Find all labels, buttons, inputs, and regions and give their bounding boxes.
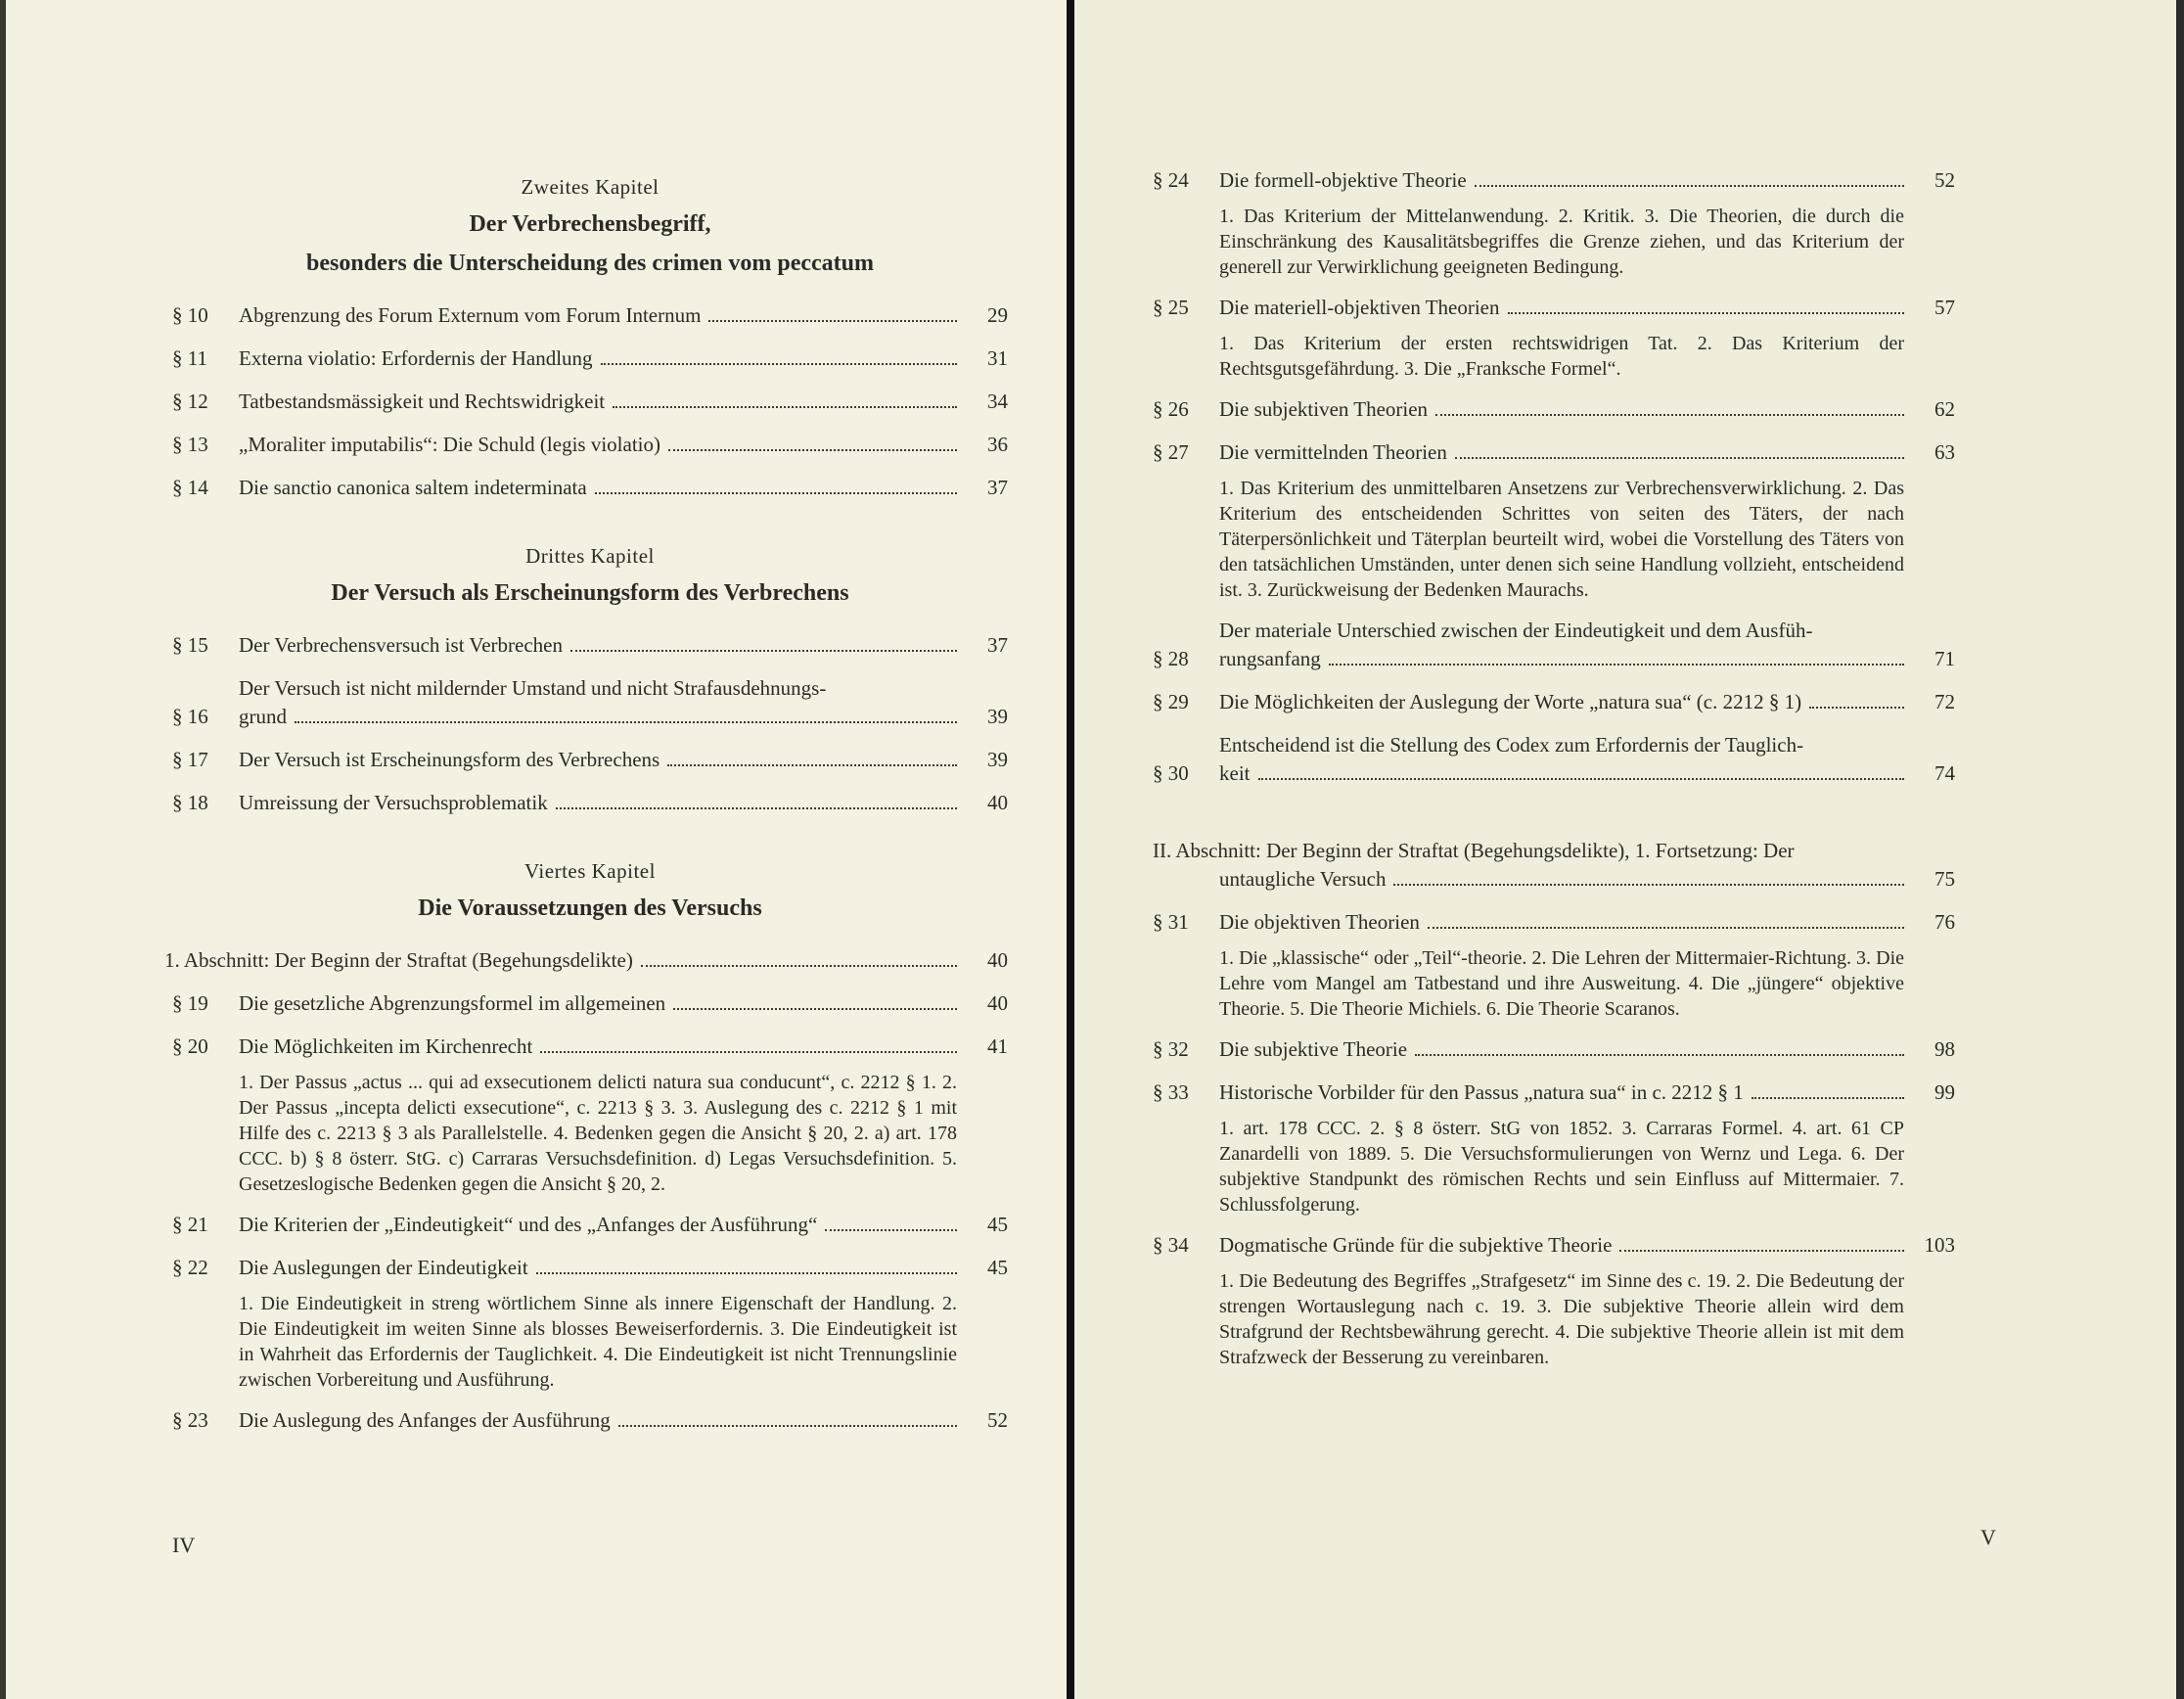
entry-title: Die subjektive Theorie	[1219, 1037, 1408, 1061]
entry-title: Die formell-objektive Theorie	[1219, 168, 1467, 192]
toc-entry-body	[239, 1406, 965, 1435]
toc-entry	[172, 301, 1008, 330]
section-number: § 22	[172, 1256, 208, 1279]
chapter-label: Drittes Kapitel	[525, 544, 655, 568]
entry-title: Die Auslegung des Anfanges der Ausführung	[239, 1408, 611, 1432]
leader-dots	[708, 320, 957, 322]
entry-title: Die gesetzliche Abgrenzungsformel im allgemeinen	[239, 991, 666, 1015]
chapter-label: Viertes Kapitel	[524, 859, 656, 883]
section-number: § 24	[1153, 168, 1189, 192]
page-number: 103	[1924, 1233, 1955, 1257]
leader-dots	[1435, 414, 1904, 416]
entry-subtopics: 1. Der Passus „actus ... qui ad exsecutionem delicti natura sua conducunt“, c. 2212 § 1. 2. Der Passus „incepta delicti exsecutione“, c. 2213 § 3. 3. Auslegung des c. 2212 § 1 mit Hilfe des c. 2213 § 3 als Parallelstelle. 4. Bedenken gegen die Ansicht § 20, 2. a) art. 178 CCC. b) § 8 österr. StG. c) Carraras Versuchsdefinition. d) Legas Versuchsdefinition. 5. Gesetzeslogische Bedenken gegen die Ansicht § 20, 2.	[239, 1072, 957, 1195]
page-number: 45	[987, 1213, 1008, 1236]
left-page	[0, 0, 1067, 1699]
toc-entry-body	[1219, 1079, 1912, 1107]
entry-title: Tatbestandsmässigkeit und Rechtswidrigkeit	[239, 390, 606, 413]
leader-dots	[1329, 664, 1904, 666]
entry-title: Der Verbrechensversuch ist Verbrechen	[239, 633, 564, 657]
leader-dots	[570, 650, 957, 652]
section-number: § 32	[1153, 1037, 1189, 1061]
leader-dots	[556, 807, 957, 809]
entry-title: Dogmatische Gründe für die subjektive Theorie	[1219, 1233, 1613, 1257]
leader-dots	[1393, 884, 1904, 886]
leader-dots	[825, 1229, 957, 1231]
section-number: § 13	[172, 433, 208, 456]
toc-entry	[172, 1211, 1008, 1239]
entry-title: Historische Vorbilder für den Passus „natura sua“ in c. 2212 § 1	[1219, 1080, 1744, 1104]
page-folio-left: IV	[172, 1533, 196, 1557]
section-title: II. Abschnitt: Der Beginn der Straftat (Begehungsdelikte), 1. Fortsetzung: Der	[1153, 839, 1795, 862]
entry-subtopics: 1. Das Kriterium der Mittelanwendung. 2. Kritik. 3. Die Theorien, die durch die Einschränkung des Kausalitätsbegriffes die Grenze ziehen, und das Kriterium der generell zur Verwirklichung geeigneten Bedingung.	[1219, 206, 1904, 278]
toc-entry-body	[164, 946, 965, 975]
section-number: § 15	[172, 633, 208, 657]
page-number: 76	[1934, 910, 1955, 934]
chapter-title: Die Voraussetzungen des Versuchs	[418, 895, 762, 921]
section-number: § 29	[1153, 690, 1189, 713]
section-number: § 16	[172, 705, 208, 728]
section-heading	[1153, 837, 1955, 894]
leader-dots	[1619, 1250, 1904, 1252]
section-number: § 14	[172, 476, 208, 499]
toc-entry	[1153, 731, 1955, 788]
chapter-heading	[172, 172, 1008, 280]
toc-entry	[172, 631, 1008, 660]
right-toc-column	[1153, 166, 1955, 1384]
page-number: 74	[1934, 761, 1955, 785]
leader-dots	[1258, 778, 1905, 780]
entry-subtopics: 1. art. 178 CCC. 2. § 8 österr. StG von 1852. 3. Carraras Formel. 4. art. 61 CP Zanardelli von 1889. 5. Die Versuchsformulierungen von Wernz und Lega. 6. Der subjektive Standpunkt des römischen Rechts und sein Einfluss auf Mittermaier. 7. Schlussfolgerung.	[1219, 1118, 1904, 1216]
toc-entry	[1153, 166, 1955, 195]
section-number: § 31	[1153, 910, 1189, 934]
page-number: 34	[987, 390, 1008, 413]
section-number: § 26	[1153, 397, 1189, 421]
page-number: 98	[1934, 1037, 1955, 1061]
section-title-continuation: untaugliche Versuch	[1219, 867, 1387, 891]
entry-title: Der materiale Unterschied zwischen der Eindeutigkeit und dem Ausfüh-	[1219, 619, 1813, 642]
chapter-label: Zweites Kapitel	[521, 175, 660, 199]
section-number: § 12	[172, 390, 208, 413]
toc-entry	[164, 946, 1008, 975]
toc-entry	[172, 1254, 1008, 1282]
section-number: § 28	[1153, 647, 1189, 670]
leader-dots	[613, 406, 957, 408]
page-number: 52	[987, 1408, 1008, 1432]
entry-title-continuation: keit	[1219, 761, 1251, 785]
toc-entry-body	[1219, 395, 1912, 424]
leader-dots	[641, 965, 957, 967]
leader-dots	[667, 764, 957, 766]
book-gutter	[1067, 0, 1074, 1699]
toc-entry-body	[239, 388, 965, 416]
chapter-heading	[172, 541, 1008, 610]
page-number: 37	[987, 476, 1008, 499]
entry-title-continuation-line	[239, 703, 965, 731]
toc-entry	[1153, 617, 1955, 673]
section-number: § 30	[1153, 761, 1189, 785]
toc-entry-body	[239, 431, 965, 459]
page-number: 63	[1934, 440, 1955, 464]
toc-entry-body	[1219, 1231, 1912, 1260]
toc-entry	[172, 388, 1008, 416]
section-number: § 10	[172, 303, 208, 327]
toc-entry	[172, 1033, 1008, 1061]
toc-entry-body	[1219, 688, 1912, 716]
toc-entry-body	[1219, 908, 1912, 937]
leader-dots	[601, 363, 957, 365]
page-number: 37	[987, 633, 1008, 657]
toc-entry	[172, 789, 1008, 817]
section-number: § 23	[172, 1408, 208, 1432]
toc-entry	[172, 989, 1008, 1018]
page-number: 71	[1934, 647, 1955, 670]
page-folio-right: V	[1980, 1525, 1996, 1549]
section-number: § 20	[172, 1034, 208, 1058]
entry-title-continuation-line	[1219, 645, 1912, 673]
entry-title: Externa violatio: Erfordernis der Handlung	[239, 346, 593, 370]
toc-entry	[1153, 908, 1955, 937]
left-toc-column	[164, 172, 1008, 1449]
entry-title: Die Auslegungen der Eindeutigkeit	[239, 1256, 528, 1279]
toc-entry	[1153, 395, 1955, 424]
entry-title: Umreissung der Versuchsproblematik	[239, 791, 548, 814]
page-edge	[0, 0, 6, 1699]
toc-entry	[172, 1406, 1008, 1435]
toc-entry-body	[239, 474, 965, 502]
toc-entry-body	[1219, 438, 1912, 467]
section-number: § 17	[172, 748, 208, 771]
chapter-title: Der Verbrechensbegriff,	[469, 211, 711, 237]
leader-dots	[1752, 1097, 1904, 1099]
entry-subtopics: 1. Das Kriterium des unmittelbaren Ansetzens zur Verbrechensverwirklichung. 2. Das Kriterium des entscheidenden Schrittes von seiten des Täters, der nach Täterpersönlichkeit und Täterplan beurteilt wird, wobei die Vorstellung des Täters von den tatsächlichen Umständen, unter denen sich seine Handlung vollzieht, entscheidend ist. 3. Zurückweisung der Bedenken Maurachs.	[1219, 478, 1904, 601]
section-number: § 19	[172, 991, 208, 1015]
entry-subtopics: 1. Die Eindeutigkeit in streng wörtlichem Sinne als innere Eigenschaft der Handlung. 2. Die Eindeutigkeit im weiten Sinne als blosses Beweiserfordernis. 3. Die Eindeutigkeit ist in Wahrheit das Erfordernis der Tauglichkeit. 4. Die Eindeutigkeit ist nicht Trennungslinie zwischen Vorbereitung und Ausführung.	[239, 1293, 957, 1391]
page-number: 40	[987, 948, 1008, 972]
section-number: § 18	[172, 791, 208, 814]
leader-dots	[668, 449, 957, 451]
section-number: § 25	[1153, 296, 1189, 319]
leader-dots	[1415, 1054, 1904, 1056]
toc-entry	[1153, 1035, 1955, 1064]
page-number: 31	[987, 346, 1008, 370]
toc-entry-body	[239, 301, 965, 330]
entry-title-continuation: grund	[239, 705, 287, 728]
page-number: 39	[987, 748, 1008, 771]
page-number: 39	[987, 705, 1008, 728]
toc-entry-body	[1219, 617, 1912, 673]
toc-entry-body	[239, 344, 965, 373]
toc-entry-body	[1219, 731, 1912, 788]
section-title-continuation-line	[1153, 865, 1912, 894]
toc-entry	[172, 344, 1008, 373]
page-number: 29	[987, 303, 1008, 327]
toc-entry-body	[239, 789, 965, 817]
entry-title: Die objektiven Theorien	[1219, 910, 1420, 934]
page-number: 36	[987, 433, 1008, 456]
leader-dots	[1455, 457, 1904, 459]
leader-dots	[1809, 707, 1904, 709]
toc-entry	[172, 746, 1008, 774]
toc-entry	[1153, 438, 1955, 467]
toc-entry	[1153, 294, 1955, 322]
page-number: 62	[1934, 397, 1955, 421]
toc-entry	[172, 674, 1008, 731]
entry-title: Entscheidend ist die Stellung des Codex zum Erfordernis der Tauglich-	[1219, 733, 1804, 757]
toc-entry-body	[239, 1211, 965, 1239]
page-number: 99	[1934, 1080, 1955, 1104]
entry-title: Die subjektiven Theorien	[1219, 397, 1429, 421]
entry-subtopics: 1. Die „klassische“ oder „Teil“-theorie. 2. Die Lehren der Mittermaier-Richtung. 3. Die Lehre vom Mangel am Tatbestand und ihre Ausweitung. 4. Die „jüngere“ objektive Theorie. 5. Die Theorie Michiels. 6. Die Theorie Scaranos.	[1219, 947, 1904, 1020]
entry-title: 1. Abschnitt: Der Beginn der Straftat (Begehungsdelikte)	[164, 948, 633, 972]
leader-dots	[1508, 312, 1904, 314]
entry-subtopics: 1. Das Kriterium der ersten rechtswidrigen Tat. 2. Das Kriterium der Rechtsgutsgefährdung. 3. Die „Franksche Formel“.	[1219, 333, 1904, 380]
leader-dots	[540, 1051, 957, 1053]
section-number: § 33	[1153, 1080, 1189, 1104]
section-number: § 21	[172, 1213, 208, 1236]
page-number: 40	[987, 991, 1008, 1015]
entry-title-continuation-line	[1219, 759, 1912, 788]
toc-entry-body	[1219, 166, 1912, 195]
leader-dots	[536, 1272, 957, 1274]
entry-title: Die Möglichkeiten im Kirchenrecht	[239, 1034, 533, 1058]
toc-entry-body	[1219, 294, 1912, 322]
page-number: 72	[1934, 690, 1955, 713]
toc-entry-body	[1219, 1035, 1912, 1064]
leader-dots	[618, 1425, 957, 1427]
leader-dots	[1428, 927, 1904, 929]
leader-dots	[1475, 185, 1904, 187]
toc-entry-body	[239, 1033, 965, 1061]
page-edge	[2176, 0, 2184, 1699]
entry-title: „Moraliter imputabilis“: Die Schuld (legis violatio)	[239, 433, 660, 456]
toc-entry-body	[239, 631, 965, 660]
toc-entry-body	[239, 1254, 965, 1282]
leader-dots	[295, 721, 957, 723]
toc-entry-body	[239, 989, 965, 1018]
section-number: § 34	[1153, 1233, 1189, 1257]
page-number: 40	[987, 791, 1008, 814]
entry-title: Der Versuch ist nicht mildernder Umstand und nicht Strafausdehnungs-	[239, 676, 827, 700]
section-heading-body	[1153, 837, 1912, 894]
toc-entry	[1153, 1079, 1955, 1107]
entry-title: Abgrenzung des Forum Externum vom Forum Internum	[239, 303, 702, 327]
section-number: § 11	[172, 346, 207, 370]
toc-entry-body	[239, 746, 965, 774]
entry-title: Die sanctio canonica saltem indeterminata	[239, 476, 587, 499]
section-number: § 27	[1153, 440, 1189, 464]
toc-entry	[172, 431, 1008, 459]
toc-entry-body	[239, 674, 965, 731]
entry-subtopics: 1. Die Bedeutung des Begriffes „Strafgesetz“ im Sinne des c. 19. 2. Die Bedeutung der strengen Wortauslegung nach c. 19. 3. Die subjektive Theorie allein wird dem Strafgrund der Rechtsbewährung gerecht. 4. Die subjektive Theorie allein ist mit dem Strafzweck der Besserung zu vereinbaren.	[1219, 1270, 1904, 1368]
page-number: 52	[1934, 168, 1955, 192]
leader-dots	[673, 1008, 957, 1010]
entry-title: Die Kriterien der „Eindeutigkeit“ und des „Anfanges der Ausführung“	[239, 1213, 818, 1236]
page-number: 75	[1934, 867, 1955, 891]
page-number: 57	[1934, 296, 1955, 319]
toc-entry	[172, 474, 1008, 502]
right-page	[1074, 0, 2184, 1699]
entry-title: Die vermittelnden Theorien	[1219, 440, 1447, 464]
leader-dots	[595, 492, 957, 494]
chapter-title: Der Versuch als Erscheinungsform des Verbrechens	[331, 580, 849, 606]
toc-entry	[1153, 1231, 1955, 1260]
chapter-heading	[172, 856, 1008, 925]
entry-title: Die materiell-objektiven Theorien	[1219, 296, 1500, 319]
toc-entry	[1153, 688, 1955, 716]
entry-title: Die Möglichkeiten der Auslegung der Worte „natura sua“ (c. 2212 § 1)	[1219, 690, 1802, 713]
chapter-title: besonders die Unterscheidung des crimen vom peccatum	[306, 251, 874, 276]
page-number: 41	[987, 1034, 1008, 1058]
page-number: 45	[987, 1256, 1008, 1279]
entry-title-continuation: rungsanfang	[1219, 647, 1321, 670]
entry-title: Der Versuch ist Erscheinungsform des Verbrechens	[239, 748, 660, 771]
